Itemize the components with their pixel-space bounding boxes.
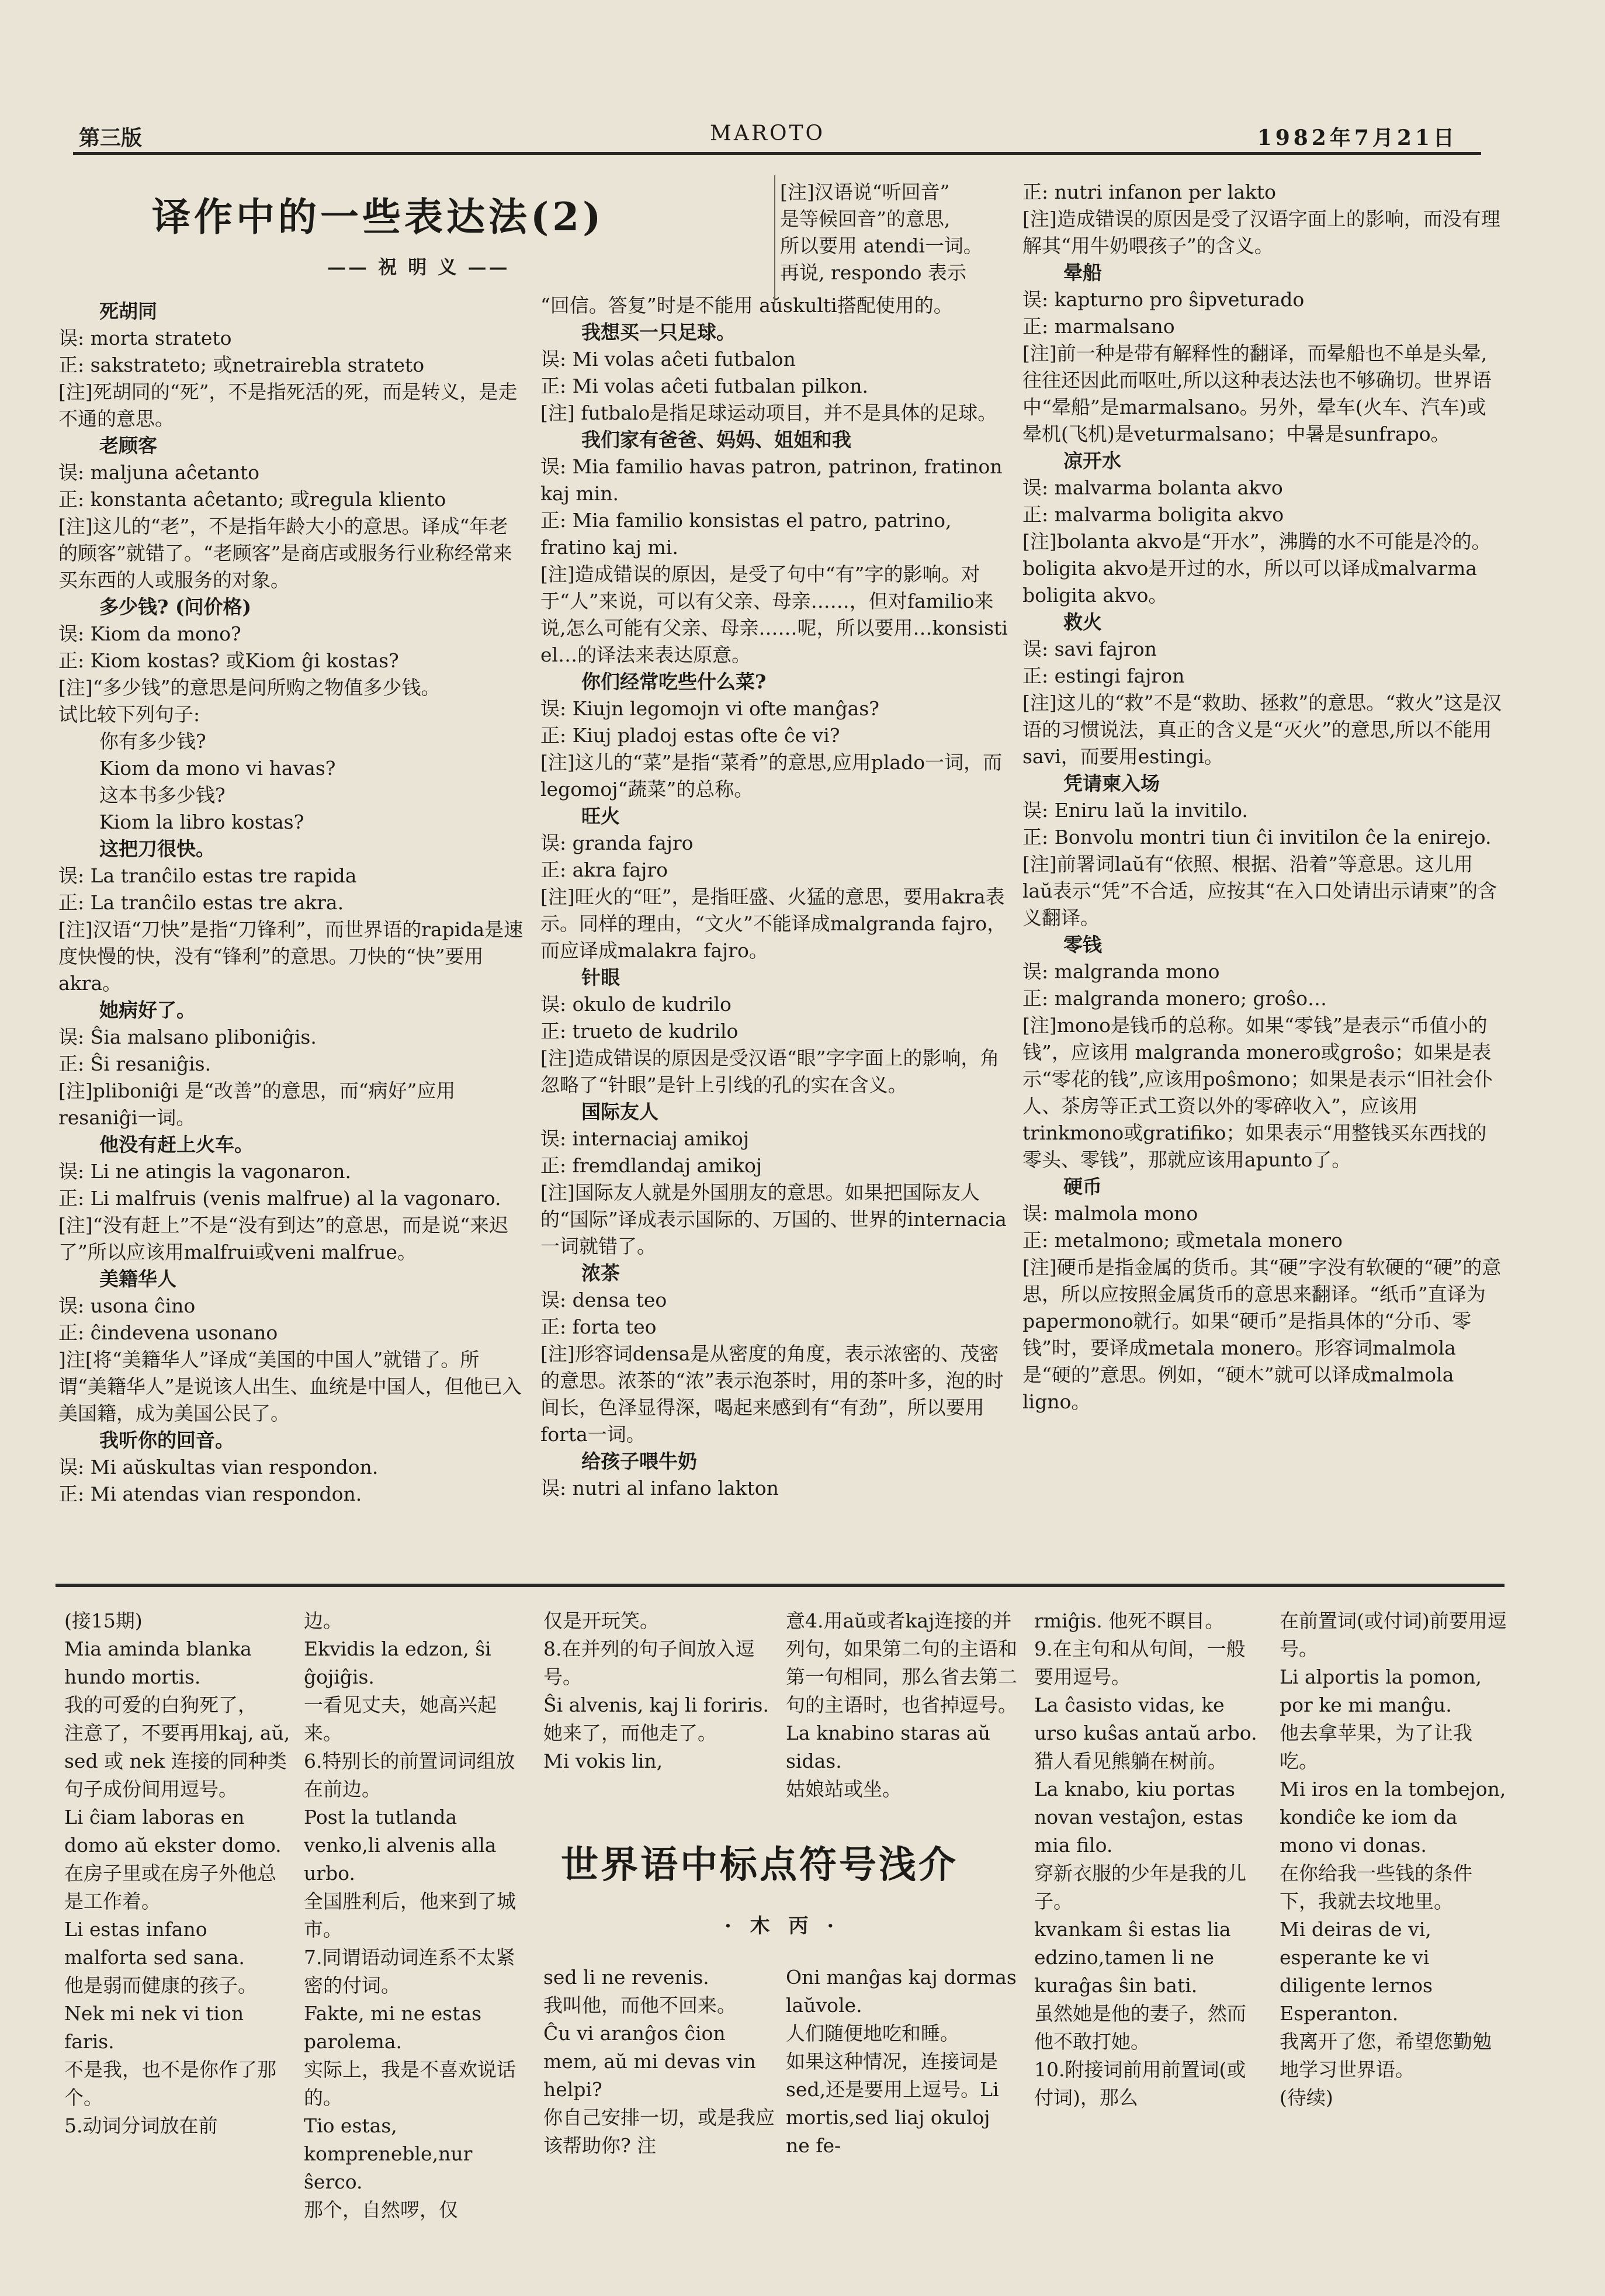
entry-line: 正: fremdlandaj amikoj: [540, 1154, 762, 1177]
paragraph: 意4.用aŭ或者kaj连接的并列句，如果第二句的主语和第一句相同，那么省去第二句的主语时，也省掉逗号。: [786, 1609, 1017, 1716]
entry-line: 误: Mi aŭskultas vian respondon.: [58, 1456, 379, 1478]
paragraph: 姑娘站或坐。: [786, 1778, 902, 1800]
entry-line: 正: trueto de kudrilo: [540, 1020, 739, 1043]
entry-heading: 晕船: [1063, 261, 1102, 284]
entry-line: 误: okulo de kudrilo: [540, 993, 732, 1016]
entry-line: 正: Kiuj pladoj estas ofte ĉe vi?: [540, 724, 840, 747]
paragraph: Li alportis la pomon, por ke mi manĝu.: [1280, 1665, 1482, 1716]
entry-line: 误: internaciaj amikoj: [540, 1127, 749, 1150]
paragraph: rmiĝis. 他死不瞑目。: [1034, 1609, 1225, 1632]
entry-line: 是等候回音”的意思,: [780, 207, 951, 230]
paragraph: La knabo, kiu portas novan vestaĵon, estas mia filo.: [1034, 1778, 1243, 1857]
entry-line: 误: La tranĉilo estas tre rapida: [58, 864, 357, 887]
paragraph: Mi deiras de vi, esperante ke vi diligente lernos Esperanton.: [1280, 1918, 1433, 2025]
paragraph: 你自己安排一切，或是我应该帮助你? 注: [543, 2106, 775, 2157]
entry-note: [注]mono是钱币的总称。如果“零钱”是表示“币值小的钱”，应该用 malgranda monero或groŝo；如果是表示“零花的钱”,应该用poŝmono；如果是表示“旧社会仆人、茶房等正式工资以外的零碎收入”，应该用trinkmono或gratifiko；如果表示“用整钱买东西找的零头、零钱”，那就应该用apunto了。: [1022, 1014, 1493, 1171]
entry-note: [注] futbalo是指足球运动项目，并不是具体的足球。: [540, 401, 997, 424]
paragraph: La ĉasisto vidas, ke urso kuŝas antaŭ arbo. 猎人看见熊躺在树前。: [1034, 1694, 1257, 1772]
paragraph: 人们随便地吃和睡。: [786, 2022, 959, 2045]
paragraph: 注意了，不要再用kaj, aŭ, sed 或 nek 连接的同种类句子成份间用逗号。: [64, 1722, 290, 1800]
entry-line: 误: malvarma bolanta akvo: [1022, 476, 1283, 499]
entry-note: [注]造成错误的原因，是受了句中“有”字的影响。对于“人”来说，可以有父亲、母亲……，但对familio来说,怎么可能有父亲、母亲……呢，所以要用…konsisti el…的译法来表达原意。: [540, 563, 1008, 666]
entry-note: [注]硬币是指金属的货币。其“硬”字没有软硬的“硬”的意思，所以应按照金属货币的意思来翻译。“纸币”直译为papermono就行。如果“硬币”是指具体的“分币、零钱”时，要译成metala monero。形容词malmola是“硬的”意思。例如，“硬木”就可以译成malmola ligno。: [1022, 1256, 1502, 1413]
entry-line: 误: Li ne atingis la vagonaron.: [58, 1160, 352, 1183]
entry-note: [注]造成错误的原因是受汉语“眼”字字面上的影响，角忽略了“针眼”是针上引线的孔的实在含义。: [540, 1047, 1000, 1096]
entry-line: 误: Ŝia malsano pliboniĝis.: [58, 1026, 317, 1048]
entry-note: [注]死胡同的“死”，不是指死活的死，而是转义，是走不通的意思。: [58, 380, 518, 430]
paragraph: sed li ne revenis.: [543, 1966, 709, 1989]
entry-line: 正: marmalsano: [1022, 315, 1175, 338]
bottom-column-5: [1034, 1607, 1262, 2112]
paragraph: 9.在主句和从句间，一般要用逗号。: [1034, 1637, 1246, 1688]
paragraph: Li ĉiam laboras en domo aŭ ekster domo.: [64, 1806, 282, 1857]
section-label: 第三版: [79, 126, 143, 150]
paragraph: Ĉu vi aranĝos ĉion mem, aŭ mi devas vin helpi?: [543, 2022, 756, 2101]
entry-line: 试比较下列句子:: [58, 703, 200, 726]
entry-note: 正: Li malfruis (venis malfrue) al la vagonaro.: [58, 1187, 501, 1210]
paragraph: 全国胜利后，他来到了城市。: [304, 1890, 516, 1941]
entry-heading: 硬币: [1063, 1175, 1102, 1198]
paragraph: 在前置词(或付词)前要用逗号。: [1280, 1609, 1507, 1660]
entry-note: [注]pliboniĝi 是“改善”的意思，而“病好”应用resaniĝi一词。: [58, 1079, 456, 1129]
entry-line: 误: morta strateto: [58, 327, 232, 349]
article2-title: 世界语中标点符号浅介: [561, 1843, 958, 1887]
paragraph: 他是弱而健康的孩子。: [64, 1974, 257, 1997]
entry-line: 误: densa teo: [540, 1289, 667, 1311]
paragraph: Mia aminda blanka hundo mortis.: [64, 1637, 252, 1688]
article-title: 译作中的一些表达法(2): [152, 194, 605, 240]
entry-line: 正: Mi atendas vian respondon.: [58, 1483, 362, 1505]
entry-line: 正: malgranda monero; groŝo…: [1022, 987, 1327, 1010]
entry-heading: 老顾客: [99, 434, 157, 457]
section-divider: [56, 1584, 1505, 1587]
entry-heading: 这把刀很快。: [99, 837, 215, 860]
paragraph: Ŝi alvenis, kaj li foriris.: [543, 1694, 769, 1716]
paragraph: 虽然她是他的妻子，然而他不敢打她。: [1034, 2002, 1246, 2053]
entry-note: [注]旺火的“旺”，是指旺盛、火猛的意思，要用akra表示。同样的理由，“文火”不能译成malgranda fajro，而应译成malakra fajro。: [540, 885, 1007, 962]
entry-note: [注]这儿的“救”不是“救助、拯救”的意思。“救火”这是汉语的习惯说法，真正的含义是“灭火”的意思,所以不能用 savi，而要用estingi。: [1022, 691, 1502, 768]
entry-line: 正: Kiom kostas? 或Kiom ĝi kostas?: [58, 649, 399, 672]
entry-line: 所以要用 atendi一词。: [780, 234, 983, 257]
entry-line: 误: malmola mono: [1022, 1202, 1198, 1225]
entry-heading: 你们经常吃些什么菜?: [581, 670, 767, 693]
entry-line: 再说, respondo 表示: [780, 261, 966, 284]
paragraph: 8.在并列的句子间放入逗号。: [543, 1637, 755, 1688]
entry-line: 误: savi fajron: [1022, 638, 1157, 660]
article-column-1: [58, 298, 526, 1508]
entry-note: [注]形容词densa是从密度的角度，表示浓密的、茂密的意思。浓茶的“浓”表示泡茶时，用的茶叶多，泡的时间长，色泽显得深，喝起来感到有“有劲”，所以要用forta一词。: [540, 1342, 1004, 1446]
entry-line: 正: nutri infanon per lakto: [1022, 181, 1277, 203]
entry-heading: 国际友人: [581, 1100, 658, 1123]
entry-line: 误: Eniru laŭ la invitilo.: [1022, 799, 1248, 822]
paragraph: 我的可爱的白狗死了，: [64, 1694, 257, 1716]
entry-line: 正: akra fajro: [540, 858, 668, 881]
paragraph: La knabino staras aŭ sidas.: [786, 1722, 990, 1772]
column-rule: [774, 175, 775, 304]
entry-line: 误: Kiujn legomojn vi ofte manĝas?: [540, 697, 879, 720]
entry-line: 正: konstanta aĉetanto; 或regula kliento: [58, 488, 446, 511]
paragraph: 我离开了您，希望您勤勉地学习世界语。: [1280, 2030, 1492, 2081]
paragraph: (待续): [1280, 2086, 1333, 2109]
bottom-column-1: [64, 1607, 292, 2140]
entry-line: [注]汉语说“听回音”: [780, 181, 950, 203]
entry-heading: 零钱: [1063, 933, 1102, 956]
entry-line: 误: granda fajro: [540, 832, 694, 854]
paragraph: Mi vokis lin,: [543, 1750, 663, 1772]
paragraph: 10.附接词前用前置词(或付词)，那么: [1034, 2058, 1246, 2109]
entry-line: 正: forta teo: [540, 1315, 657, 1338]
paragraph: Li estas infano malforta sed sana.: [64, 1918, 245, 1969]
entry-heading: 死胡同: [99, 300, 157, 323]
entry-line: 误: nutri al infano lakton: [540, 1477, 779, 1500]
entry-note: [注]汉语“刀快”是指“刀锋利”，而世界语的rapida是速度快慢的快，没有“锋利”的意思。刀快的“快”要用akra。: [58, 918, 524, 995]
paragraph: Mi iros en la tombejon, kondiĉe ke iom da mono vi donas.: [1280, 1778, 1506, 1857]
entry-heading: 我想买一只足球。: [581, 321, 736, 344]
entry-heading: 多少钱? (问价格): [99, 595, 252, 618]
entry-heading: 美籍华人: [99, 1268, 176, 1290]
article-column-2-top: [780, 179, 1017, 286]
entry-line: 正: Mi volas aĉeti futbalan pilkon.: [540, 375, 868, 397]
article-column-3: [1022, 179, 1502, 1415]
paragraph: 7.同谓语动词连系不太紧密的付词。: [304, 1946, 515, 1997]
entry-line: Kiom da mono vi havas?: [99, 757, 336, 780]
entry-line: 正: Ŝi resaniĝis.: [58, 1052, 212, 1075]
entry-heading: 她病好了。: [99, 999, 196, 1021]
entry-line: 误: Kiom da mono?: [58, 622, 241, 645]
entry-line: 正: sakstrateto; 或netrairebla strateto: [58, 354, 425, 376]
entry-note: [注]“没有赶上”不是“没有到达”的意思，而是说“来迟了”所以应该用malfrui或veni malfrue。: [58, 1214, 509, 1263]
entry-line: 你有多少钱?: [99, 730, 206, 753]
bottom-mid-column-2: [786, 1963, 1020, 2160]
entry-note: ]注[将“美籍华人”译成“美国的中国人”就错了。所谓“美籍华人”是说该人出生、血统是中国人，但他已入美国籍，成为美国公民了。: [58, 1348, 522, 1425]
paragraph: 她来了，而他走了。: [543, 1722, 717, 1744]
entry-line: 正: malvarma boligita akvo: [1022, 503, 1284, 526]
entry-note: “回信。答复”时是不能用 aŭskulti搭配使用的。: [540, 294, 953, 317]
paragraph: 在你给我一些钱的条件下，我就去坟地里。: [1280, 1862, 1472, 1913]
paragraph: 在房子里或在房子外他总是工作着。: [64, 1862, 276, 1913]
article-column-2: [540, 292, 1017, 1502]
entry-line: 误: usona ĉino: [58, 1294, 196, 1317]
bottom-column-3: [543, 1607, 771, 1775]
entry-line: 误: kapturno pro ŝipveturado: [1022, 288, 1305, 311]
paragraph: 穿新衣服的少年是我的儿子。: [1034, 1862, 1246, 1913]
paragraph: 5.动词分词放在前: [64, 2114, 218, 2137]
entry-heading: 浓茶: [581, 1262, 620, 1284]
bottom-column-2: [304, 1607, 532, 2224]
entry-line: 误: malgranda mono: [1022, 960, 1220, 983]
paragraph: Ekvidis la edzon, ŝi ĝojiĝis.: [304, 1637, 491, 1688]
paragraph: Nek mi nek vi tion faris.: [64, 2002, 244, 2053]
entry-note: [注]前署词laŭ有“依照、根据、沿着”等意思。这儿用laŭ表示“凭”不合适，应按其“在入口处请出示请柬”的含义翻译。: [1022, 853, 1497, 929]
entry-heading: 救火: [1063, 611, 1102, 633]
bottom-mid-column-1: [543, 1963, 777, 2160]
bottom-column-6: [1280, 1607, 1507, 2112]
entry-line: 正: metalmono; 或metala monero: [1022, 1229, 1343, 1252]
paragraph: 边。: [304, 1609, 342, 1632]
paragraph: 那个，自然啰，仅: [304, 2198, 458, 2221]
entry-heading: 针眼: [581, 966, 620, 989]
entry-note: [注]前一种是带有解释性的翻译，而晕船也不单是头晕,往往还因此而呕吐,所以这种表达法也不够确切。世界语中“晕船”是marmalsano。另外，晕车(火车、汽车)或晕机(飞机)是veturmalsano；中暑是sunfrapo。: [1022, 342, 1492, 445]
entry-note: [注]国际友人就是外国朋友的意思。如果把国际友人的“国际”译成表示国际的、万国的、世界的internacia 一词就错了。: [540, 1181, 1007, 1258]
entry-note: [注]这儿的“老”，不是指年龄大小的意思。译成“年老的顾客”就错了。“老顾客”是商店或服务行业称经常来买东西的人或服务的对象。: [58, 515, 512, 591]
entry-line: Kiom la libro kostas?: [99, 811, 304, 833]
paragraph: 实际上，我是不喜欢说话的。: [304, 2058, 516, 2109]
entry-note: [注]造成错误的原因是受了汉语字面上的影响，而没有理解其“用牛奶喂孩子”的含义。: [1022, 207, 1500, 257]
bottom-column-4: [786, 1607, 1020, 1803]
paragraph: Fakte, mi ne estas parolema.: [304, 2002, 482, 2053]
article-byline: —— 祝 明 义 ——: [327, 256, 510, 278]
entry-line: 误: Mi volas aĉeti futbalon: [540, 348, 796, 370]
paragraph: 6.特别长的前置词词组放在前边。: [304, 1750, 515, 1800]
paper-name: MAROTO: [710, 122, 826, 146]
paragraph: Post la tutlanda venko,li alvenis alla urbo.: [304, 1806, 497, 1885]
paragraph: 一看见丈夫，她高兴起来。: [304, 1694, 497, 1744]
entry-line: 正: ĉindevena usonano: [58, 1321, 278, 1344]
entry-note: [注]“多少钱”的意思是问所购之物值多少钱。: [58, 676, 441, 699]
entry-heading: 凉开水: [1063, 449, 1121, 472]
paragraph: 如果这种情况，连接词是sed,还是要用上逗号。Li mortis,sed liaj okuloj ne fe-: [786, 2050, 999, 2157]
paragraph: Tio estas, kompreneble,nur ŝerco.: [304, 2114, 473, 2193]
entry-note: 正: Bonvolu montri tiun ĉi invitilon ĉe la enirejo.: [1022, 826, 1492, 849]
paragraph: 不是我，也不是你作了那个。: [64, 2058, 276, 2109]
paragraph: 他去拿苹果，为了让我吃。: [1280, 1722, 1472, 1772]
issue-date: 1982年7月21日: [1257, 126, 1458, 150]
entry-heading: 他没有赶上火车。: [99, 1133, 254, 1156]
paragraph: 仅是开玩笑。: [543, 1609, 659, 1632]
paragraph: (接15期): [64, 1609, 143, 1632]
entry-heading: 旺火: [581, 805, 620, 827]
entry-note: 误: Mia familio havas patron, patrinon, fratinon kaj min.: [540, 455, 1003, 505]
entry-note: 正: Mia familio konsistas el patro, patrino, fratino kaj mi.: [540, 509, 952, 559]
entry-note: [注]bolanta akvo是“开水”，沸腾的水不可能是冷的。boligita akvo是开过的水，所以可以译成malvarma boligita akvo。: [1022, 530, 1491, 607]
entry-line: 正: estingi fajron: [1022, 664, 1185, 687]
paragraph: kvankam ŝi estas lia edzino,tamen li ne kuraĝas ŝin bati.: [1034, 1918, 1231, 1997]
entry-line: 这本书多少钱?: [99, 784, 226, 806]
entry-heading: 凭请柬入场: [1063, 772, 1160, 795]
entry-heading: 我听你的回音。: [99, 1429, 234, 1452]
paragraph: Oni manĝas kaj dormas laŭvole.: [786, 1966, 1017, 2017]
entry-heading: 给孩子喂牛奶: [581, 1450, 697, 1473]
entry-heading: 我们家有爸爸、妈妈、姐姐和我: [581, 428, 851, 451]
entry-note: [注]这儿的“菜”是指“菜肴”的意思,应用plado一词，而legomoj“蔬菜”的总称。: [540, 751, 1003, 801]
entry-line: 误: maljuna aĉetanto: [58, 461, 260, 484]
page-header: [73, 117, 1481, 155]
article2-byline: · 木 丙 ·: [724, 1914, 840, 1938]
paragraph: 我叫他，而他不回来。: [543, 1994, 736, 2017]
entry-line: 正: La tranĉilo estas tre akra.: [58, 891, 344, 914]
